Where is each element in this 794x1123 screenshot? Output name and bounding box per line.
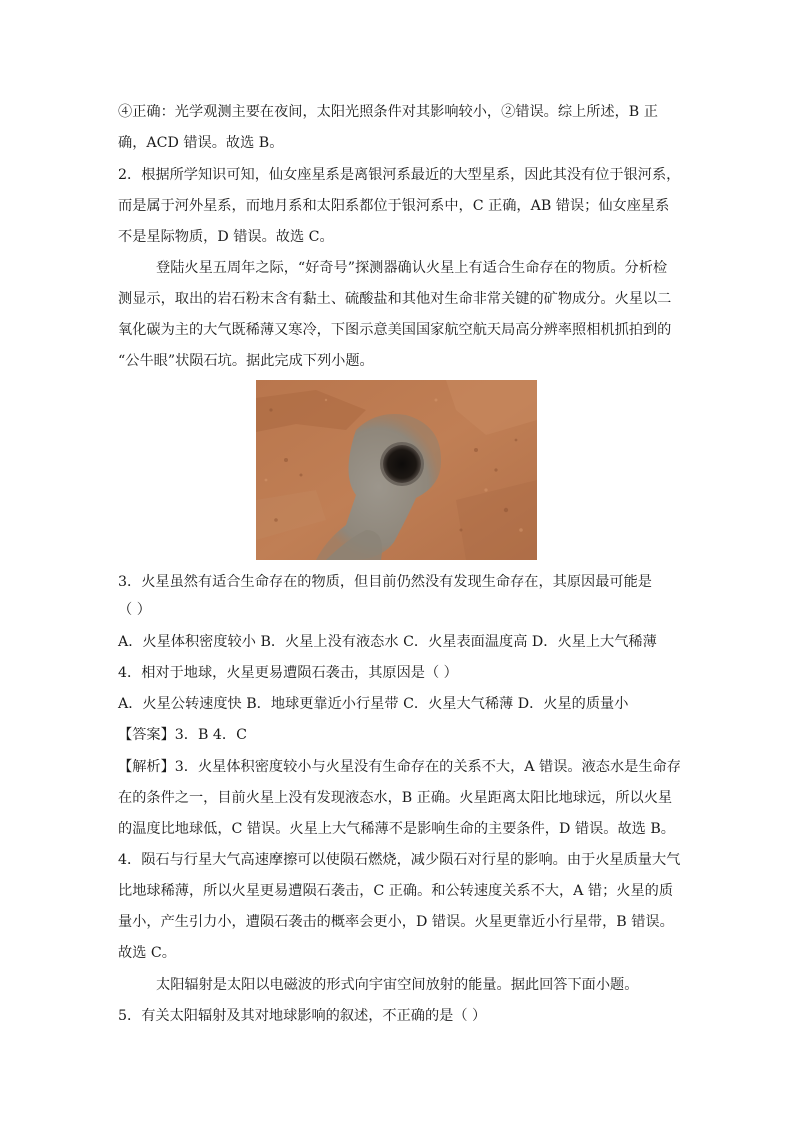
text-line: 【答案】3．B 4．C (118, 727, 247, 743)
text-line: 量小，产生引力小，遭陨石袭击的概率会更小，D 错误。火星更靠近小行星带，B 错误。 (118, 914, 674, 930)
text-line: 4．相对于地球，火星更易遭陨石袭击，其原因是（ ） (118, 665, 458, 681)
text-line: 在的条件之一，目前火星上没有发现液态水，B 正确。火星距离太阳比地球远，所以火星 (118, 790, 673, 806)
text-line: 不是星际物质，D 错误。故选 C。 (118, 229, 334, 245)
text-line: A．火星体积密度较小 B．火星上没有液态水 C．火星表面温度高 D．火星上大气稀薄 (118, 634, 657, 650)
text-line: （ ） (118, 602, 151, 618)
text-line: 3．火星虽然有适合生命存在的物质，但目前仍然没有发现生命存在，其原因最可能是 (118, 574, 652, 590)
text-line: 的温度比地球低，C 错误。火星上大气稀薄不是影响生命的主要条件，D 错误。故选 B。 (118, 821, 675, 837)
text-line: 登陆火星五周年之际，“好奇号”探测器确认火星上有适合生命存在的物质。分析检 (156, 260, 668, 276)
text-line: “公牛眼”状陨石坑。据此完成下列小题。 (118, 353, 374, 369)
text-line: A．火星公转速度快 B．地球更靠近小行星带 C．火星大气稀薄 D．火星的质量小 (118, 696, 629, 712)
text-line: 确，ACD 错误。故选 B。 (118, 135, 284, 151)
text-line: ④正确：光学观测主要在夜间，太阳光照条件对其影响较小，②错误。综上所述，B 正 (118, 104, 658, 120)
text-line: 比地球稀薄，所以火星更易遭陨石袭击，C 正确。和公转速度关系不大，A 错；火星的质 (118, 883, 674, 899)
text-line: 5．有关太阳辐射及其对地球影响的叙述，不正确的是（ ） (118, 1008, 487, 1024)
text-line: 2．根据所学知识可知，仙女座星系是离银河系最近的大型星系，因此其没有位于银河系， (118, 167, 681, 183)
text-line: 而是属于河外星系，而地月系和太阳系都位于银河系中，C 正确，AB 错误；仙女座星系 (118, 198, 670, 214)
text-line: 氧化碳为主的大气既稀薄又寒冷，下图示意美国国家航空航天局高分辨率照相机抓拍到的 (118, 322, 672, 338)
text-line: 太阳辐射是太阳以电磁波的形式向宇宙空间放射的能量。据此回答下面小题。 (156, 977, 639, 993)
text-line: 测显示，取出的岩石粉末含有黏土、硫酸盐和其他对生命非常关键的矿物成分。火星以二 (118, 291, 672, 307)
text-line: 4．陨石与行星大气高速摩擦可以使陨石燃烧，减少陨石对行星的影响。由于火星质量大气 (118, 852, 681, 868)
mars-crater-photo (256, 380, 537, 560)
text-line: 故选 C。 (118, 945, 176, 961)
text-line: 【解析】3．火星体积密度较小与火星没有生命存在的关系不大，A 错误。液态水是生命存 (118, 759, 681, 775)
